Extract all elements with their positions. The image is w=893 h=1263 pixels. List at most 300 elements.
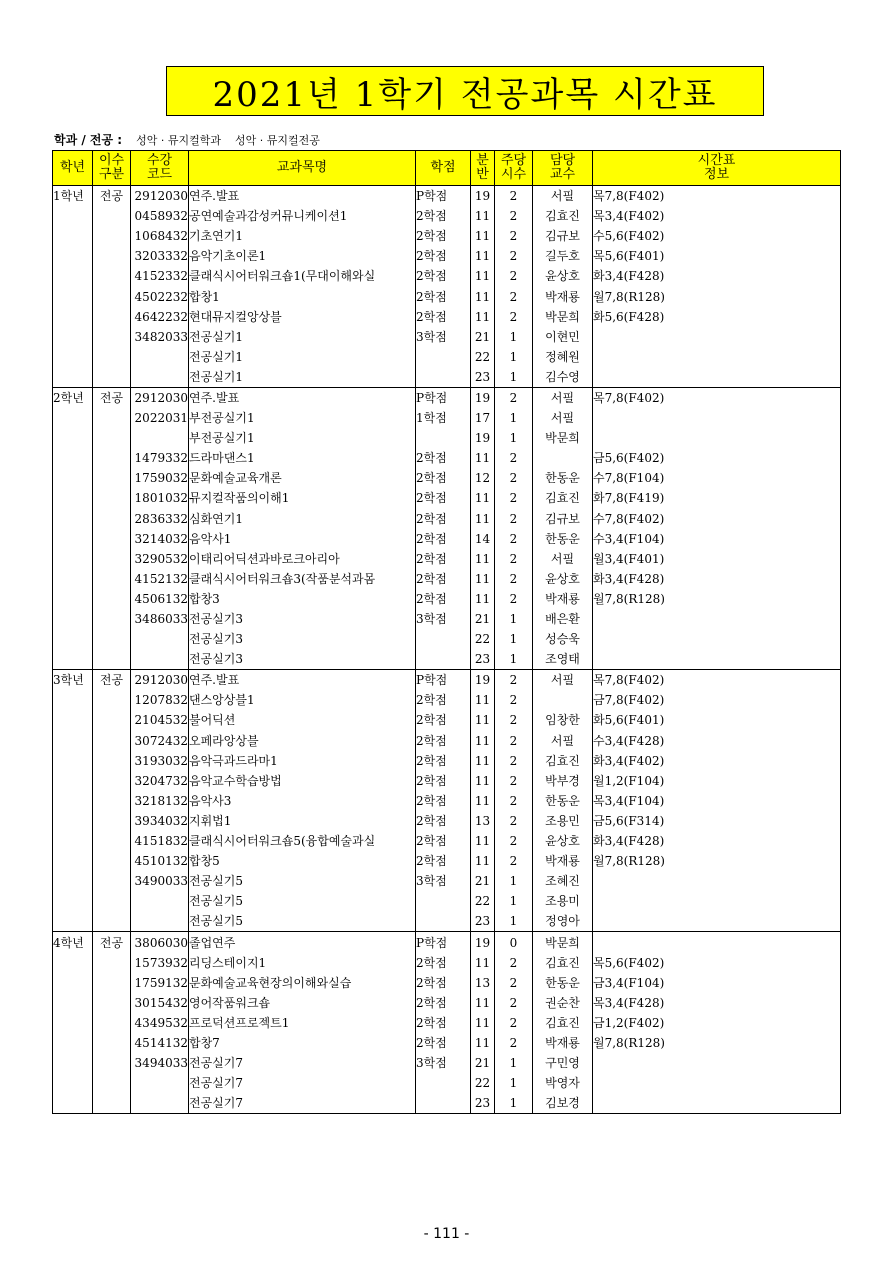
table-row <box>53 327 841 347</box>
table-row <box>53 649 841 670</box>
cell-course-name: 불어딕션 <box>189 710 416 730</box>
cell-time <box>593 1073 841 1093</box>
header-professor: 담당 교수 <box>533 151 593 186</box>
cell-professor: 김효진 <box>533 206 593 226</box>
cell-division <box>93 993 131 1013</box>
cell-code: 3490033 <box>131 871 189 891</box>
cell-section: 21 <box>471 1053 495 1073</box>
cell-time: 목5,6(F401) <box>593 246 841 266</box>
cell-course-name: 전공실기3 <box>189 629 416 649</box>
cell-credit: 1학점 <box>416 408 471 428</box>
cell-time <box>593 428 841 448</box>
cell-code: 1759132 <box>131 973 189 993</box>
cell-time: 금5,6(F402) <box>593 448 841 468</box>
cell-section: 11 <box>471 953 495 973</box>
cell-professor: 조혜진 <box>533 871 593 891</box>
table-row <box>53 367 841 388</box>
table-row <box>53 347 841 367</box>
cell-professor: 배은환 <box>533 609 593 629</box>
timetable <box>52 150 841 1114</box>
cell-division <box>93 428 131 448</box>
cell-course-name: 음악극과드라마1 <box>189 751 416 771</box>
table-row <box>53 1013 841 1033</box>
table-row <box>53 1093 841 1114</box>
cell-hours: 2 <box>495 186 533 207</box>
cell-section: 23 <box>471 367 495 388</box>
cell-division: 전공 <box>93 186 131 207</box>
cell-grade <box>53 831 93 851</box>
cell-credit <box>416 649 471 670</box>
cell-code: 1573932 <box>131 953 189 973</box>
cell-section: 11 <box>471 549 495 569</box>
table-row <box>53 831 841 851</box>
header-hours: 주당 시수 <box>495 151 533 186</box>
cell-credit: 2학점 <box>416 448 471 468</box>
table-row <box>53 670 841 691</box>
cell-credit <box>416 891 471 911</box>
table-row <box>53 226 841 246</box>
cell-professor: 한동운 <box>533 973 593 993</box>
cell-hours: 2 <box>495 569 533 589</box>
table-row <box>53 973 841 993</box>
cell-hours: 2 <box>495 529 533 549</box>
cell-professor: 정혜원 <box>533 347 593 367</box>
cell-section: 11 <box>471 751 495 771</box>
cell-section: 11 <box>471 286 495 306</box>
cell-hours: 2 <box>495 731 533 751</box>
cell-division <box>93 1033 131 1053</box>
cell-hours: 2 <box>495 973 533 993</box>
cell-time: 월1,2(F104) <box>593 771 841 791</box>
cell-professor: 길두호 <box>533 246 593 266</box>
cell-hours: 2 <box>495 286 533 306</box>
table-row <box>53 408 841 428</box>
major-value: 성악 · 뮤지컬전공 <box>234 134 320 147</box>
table-row <box>53 206 841 226</box>
cell-grade <box>53 811 93 831</box>
cell-division <box>93 246 131 266</box>
cell-section: 22 <box>471 347 495 367</box>
cell-grade <box>53 266 93 286</box>
cell-section: 17 <box>471 408 495 428</box>
table-row <box>53 488 841 508</box>
cell-hours: 2 <box>495 710 533 730</box>
cell-time <box>593 609 841 629</box>
cell-course-name: 졸업연주 <box>189 932 416 953</box>
cell-professor: 정영아 <box>533 911 593 932</box>
cell-course-name: 기초연기1 <box>189 226 416 246</box>
cell-code <box>131 1073 189 1093</box>
cell-code: 0458932 <box>131 206 189 226</box>
cell-credit: 2학점 <box>416 226 471 246</box>
cell-credit <box>416 428 471 448</box>
table-header <box>53 151 841 186</box>
cell-section: 11 <box>471 851 495 871</box>
cell-division <box>93 710 131 730</box>
cell-professor: 조용미 <box>533 891 593 911</box>
cell-professor: 구민영 <box>533 1053 593 1073</box>
cell-professor: 김효진 <box>533 1013 593 1033</box>
cell-course-name: 전공실기3 <box>189 609 416 629</box>
cell-hours: 2 <box>495 549 533 569</box>
cell-credit: 2학점 <box>416 266 471 286</box>
cell-division <box>93 831 131 851</box>
cell-professor: 한동운 <box>533 468 593 488</box>
cell-division <box>93 973 131 993</box>
cell-credit: 2학점 <box>416 206 471 226</box>
cell-code <box>131 891 189 911</box>
cell-hours: 2 <box>495 771 533 791</box>
cell-section: 23 <box>471 911 495 932</box>
cell-division <box>93 307 131 327</box>
cell-course-name: 이태리어딕션과바로크아리아 <box>189 549 416 569</box>
cell-section: 13 <box>471 811 495 831</box>
table-row <box>53 307 841 327</box>
header-credit: 학점 <box>416 151 471 186</box>
cell-section: 11 <box>471 206 495 226</box>
cell-section: 11 <box>471 731 495 751</box>
cell-professor: 조용민 <box>533 811 593 831</box>
cell-section: 11 <box>471 831 495 851</box>
table-row <box>53 993 841 1013</box>
cell-credit: 2학점 <box>416 286 471 306</box>
table-row <box>53 589 841 609</box>
cell-division <box>93 549 131 569</box>
header-name: 교과목명 <box>189 151 416 186</box>
cell-division <box>93 953 131 973</box>
table-row <box>53 771 841 791</box>
cell-time: 수3,4(F104) <box>593 529 841 549</box>
cell-code: 3806030 <box>131 932 189 953</box>
table-row <box>53 891 841 911</box>
cell-credit <box>416 367 471 388</box>
table-row <box>53 509 841 529</box>
cell-grade <box>53 1073 93 1093</box>
cell-course-name: 연주.발표 <box>189 387 416 408</box>
cell-course-name: 댄스앙상블1 <box>189 690 416 710</box>
cell-grade <box>53 408 93 428</box>
cell-division <box>93 509 131 529</box>
cell-division <box>93 629 131 649</box>
dept-line <box>54 131 320 148</box>
cell-code: 3218132 <box>131 791 189 811</box>
cell-course-name: 문화예술교육현장의이해와실습 <box>189 973 416 993</box>
cell-hours: 2 <box>495 953 533 973</box>
cell-hours: 1 <box>495 649 533 670</box>
cell-time: 월7,8(R128) <box>593 589 841 609</box>
cell-grade <box>53 569 93 589</box>
cell-code <box>131 347 189 367</box>
cell-division <box>93 286 131 306</box>
cell-grade <box>53 226 93 246</box>
cell-hours: 2 <box>495 690 533 710</box>
cell-time: 화5,6(F401) <box>593 710 841 730</box>
cell-course-name: 전공실기7 <box>189 1093 416 1114</box>
cell-credit <box>416 1093 471 1114</box>
cell-section: 11 <box>471 589 495 609</box>
cell-section: 11 <box>471 993 495 1013</box>
cell-section: 19 <box>471 932 495 953</box>
cell-credit: 2학점 <box>416 589 471 609</box>
cell-division: 전공 <box>93 387 131 408</box>
cell-section: 11 <box>471 307 495 327</box>
cell-hours: 1 <box>495 609 533 629</box>
cell-hours: 1 <box>495 1053 533 1073</box>
cell-course-name: 음악사1 <box>189 529 416 549</box>
cell-grade <box>53 871 93 891</box>
cell-hours: 1 <box>495 367 533 388</box>
cell-code: 1801032 <box>131 488 189 508</box>
cell-code: 4506132 <box>131 589 189 609</box>
cell-grade <box>53 973 93 993</box>
cell-credit: 2학점 <box>416 953 471 973</box>
cell-code <box>131 428 189 448</box>
cell-credit <box>416 347 471 367</box>
cell-section: 14 <box>471 529 495 549</box>
cell-section: 19 <box>471 428 495 448</box>
cell-grade <box>53 286 93 306</box>
cell-code: 4349532 <box>131 1013 189 1033</box>
cell-grade <box>53 993 93 1013</box>
cell-division: 전공 <box>93 670 131 691</box>
cell-hours: 1 <box>495 428 533 448</box>
table-row <box>53 246 841 266</box>
cell-code <box>131 911 189 932</box>
cell-time <box>593 911 841 932</box>
cell-course-name: 클래식시어터워크숍5(융합예술과실 <box>189 831 416 851</box>
dept-label: 학과 / 전공 : <box>54 133 123 147</box>
cell-code: 3494033 <box>131 1053 189 1073</box>
cell-division <box>93 649 131 670</box>
cell-professor: 서필 <box>533 549 593 569</box>
table-row <box>53 448 841 468</box>
cell-grade: 3학년 <box>53 670 93 691</box>
table-row <box>53 629 841 649</box>
cell-division <box>93 347 131 367</box>
cell-code <box>131 367 189 388</box>
cell-code: 2836332 <box>131 509 189 529</box>
cell-section: 21 <box>471 609 495 629</box>
cell-professor: 서필 <box>533 670 593 691</box>
cell-code: 3482033 <box>131 327 189 347</box>
cell-course-name: 현대뮤지컬앙상블 <box>189 307 416 327</box>
cell-hours: 1 <box>495 629 533 649</box>
cell-professor: 김규보 <box>533 509 593 529</box>
page-title: 2021년 1학기 전공과목 시간표 <box>183 71 747 111</box>
cell-credit: P학점 <box>416 670 471 691</box>
cell-section: 22 <box>471 1073 495 1093</box>
cell-professor: 임창한 <box>533 710 593 730</box>
cell-course-name: 클래식시어터워크숍3(작품분석과몸 <box>189 569 416 589</box>
cell-hours: 1 <box>495 891 533 911</box>
table-row <box>53 428 841 448</box>
cell-time: 화3,4(F428) <box>593 266 841 286</box>
cell-course-name: 오페라앙상블 <box>189 731 416 751</box>
cell-section: 11 <box>471 1013 495 1033</box>
cell-section: 11 <box>471 771 495 791</box>
cell-code: 2104532 <box>131 710 189 730</box>
table-row <box>53 549 841 569</box>
cell-time: 월3,4(F401) <box>593 549 841 569</box>
cell-division <box>93 569 131 589</box>
cell-credit: 3학점 <box>416 609 471 629</box>
cell-code: 3934032 <box>131 811 189 831</box>
cell-time: 목7,8(F402) <box>593 186 841 207</box>
table-row <box>53 1053 841 1073</box>
cell-course-name: 영어작품워크숍 <box>189 993 416 1013</box>
cell-division <box>93 690 131 710</box>
cell-grade <box>53 488 93 508</box>
cell-hours: 2 <box>495 1013 533 1033</box>
cell-grade <box>53 1053 93 1073</box>
cell-credit: 2학점 <box>416 529 471 549</box>
cell-course-name: 리딩스테이지1 <box>189 953 416 973</box>
cell-hours: 1 <box>495 1073 533 1093</box>
cell-division <box>93 871 131 891</box>
table-row <box>53 953 841 973</box>
cell-section: 13 <box>471 973 495 993</box>
cell-section: 22 <box>471 891 495 911</box>
cell-section: 21 <box>471 327 495 347</box>
cell-time: 목7,8(F402) <box>593 670 841 691</box>
cell-course-name: 지휘법1 <box>189 811 416 831</box>
cell-professor: 김보경 <box>533 1093 593 1114</box>
cell-time: 화7,8(F419) <box>593 488 841 508</box>
cell-section: 11 <box>471 1033 495 1053</box>
cell-time: 월7,8(R128) <box>593 286 841 306</box>
cell-grade <box>53 549 93 569</box>
cell-division <box>93 488 131 508</box>
header-grade: 학년 <box>53 151 93 186</box>
cell-hours: 2 <box>495 851 533 871</box>
cell-credit: 2학점 <box>416 791 471 811</box>
cell-division <box>93 1013 131 1033</box>
cell-professor: 서필 <box>533 186 593 207</box>
cell-grade: 1학년 <box>53 186 93 207</box>
cell-course-name: 전공실기1 <box>189 327 416 347</box>
cell-hours: 1 <box>495 1093 533 1114</box>
cell-hours: 2 <box>495 993 533 1013</box>
cell-time <box>593 347 841 367</box>
cell-time: 화3,4(F428) <box>593 569 841 589</box>
cell-time: 수3,4(F428) <box>593 731 841 751</box>
cell-professor: 김효진 <box>533 488 593 508</box>
cell-course-name: 전공실기1 <box>189 347 416 367</box>
table-row <box>53 751 841 771</box>
cell-section: 11 <box>471 509 495 529</box>
cell-professor: 박재룡 <box>533 851 593 871</box>
table-row <box>53 1033 841 1053</box>
cell-division <box>93 367 131 388</box>
cell-grade <box>53 751 93 771</box>
cell-division <box>93 851 131 871</box>
cell-course-name: 음악기초이론1 <box>189 246 416 266</box>
cell-grade <box>53 347 93 367</box>
cell-time <box>593 932 841 953</box>
cell-hours: 2 <box>495 387 533 408</box>
cell-time: 화3,4(F428) <box>593 831 841 851</box>
cell-professor: 성승욱 <box>533 629 593 649</box>
cell-course-name: 드라마댄스1 <box>189 448 416 468</box>
cell-section: 11 <box>471 246 495 266</box>
cell-hours: 2 <box>495 670 533 691</box>
table-row <box>53 871 841 891</box>
cell-professor: 이현민 <box>533 327 593 347</box>
cell-professor: 한동운 <box>533 529 593 549</box>
cell-code: 1068432 <box>131 226 189 246</box>
cell-credit: 2학점 <box>416 851 471 871</box>
cell-professor: 조영태 <box>533 649 593 670</box>
cell-division <box>93 448 131 468</box>
table-row <box>53 731 841 751</box>
header-time: 시간표 정보 <box>593 151 841 186</box>
cell-professor: 김규보 <box>533 226 593 246</box>
cell-credit: 2학점 <box>416 246 471 266</box>
cell-time: 금5,6(F314) <box>593 811 841 831</box>
cell-professor: 박재룡 <box>533 1033 593 1053</box>
cell-time: 목3,4(F402) <box>593 206 841 226</box>
cell-section: 11 <box>471 690 495 710</box>
cell-code: 2912030 <box>131 387 189 408</box>
cell-course-name: 프로덕션프로젝트1 <box>189 1013 416 1033</box>
cell-hours: 1 <box>495 327 533 347</box>
cell-course-name: 전공실기5 <box>189 891 416 911</box>
cell-grade <box>53 791 93 811</box>
cell-time <box>593 1053 841 1073</box>
cell-time: 목7,8(F402) <box>593 387 841 408</box>
cell-code: 4514132 <box>131 1033 189 1053</box>
cell-division <box>93 1093 131 1114</box>
header-code: 수강 코드 <box>131 151 189 186</box>
cell-division <box>93 791 131 811</box>
header-section: 분 반 <box>471 151 495 186</box>
cell-credit: 2학점 <box>416 771 471 791</box>
cell-hours: 2 <box>495 246 533 266</box>
cell-code: 2912030 <box>131 670 189 691</box>
cell-section: 11 <box>471 226 495 246</box>
cell-section: 21 <box>471 871 495 891</box>
cell-hours: 2 <box>495 488 533 508</box>
cell-course-name: 전공실기5 <box>189 871 416 891</box>
cell-time: 목3,4(F428) <box>593 993 841 1013</box>
cell-code <box>131 649 189 670</box>
cell-hours: 1 <box>495 408 533 428</box>
cell-time: 금1,2(F402) <box>593 1013 841 1033</box>
cell-code: 3015432 <box>131 993 189 1013</box>
cell-hours: 2 <box>495 751 533 771</box>
cell-division <box>93 327 131 347</box>
cell-credit: 2학점 <box>416 468 471 488</box>
cell-course-name: 부전공실기1 <box>189 428 416 448</box>
cell-credit: P학점 <box>416 387 471 408</box>
cell-hours: 1 <box>495 911 533 932</box>
cell-credit: 3학점 <box>416 1053 471 1073</box>
cell-code: 3290532 <box>131 549 189 569</box>
cell-hours: 2 <box>495 831 533 851</box>
cell-code <box>131 1093 189 1114</box>
cell-time: 화3,4(F402) <box>593 751 841 771</box>
cell-grade <box>53 509 93 529</box>
cell-credit: 2학점 <box>416 549 471 569</box>
cell-course-name: 클래식시어터워크숍1(무대이해와실 <box>189 266 416 286</box>
cell-time: 수5,6(F402) <box>593 226 841 246</box>
cell-professor: 윤상호 <box>533 266 593 286</box>
cell-course-name: 문화예술교육개론 <box>189 468 416 488</box>
cell-time: 금7,8(F402) <box>593 690 841 710</box>
cell-division <box>93 529 131 549</box>
cell-credit: P학점 <box>416 186 471 207</box>
dept-value: 성악 · 뮤지컬학과 <box>136 134 221 147</box>
